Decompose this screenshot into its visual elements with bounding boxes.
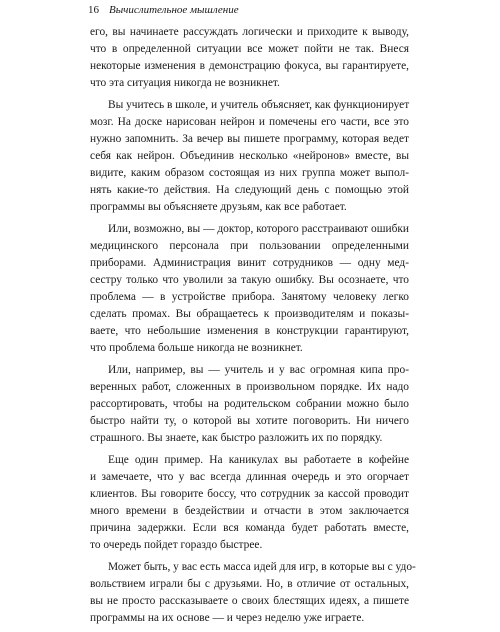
paragraph xyxy=(90,221,409,357)
running-title: Вычислительное мышление xyxy=(109,4,239,16)
text-line: мозг. На доске нарисован нейрон и помечены его части, все это xyxy=(90,116,409,128)
text-line: нять какие-то действия. На следующий день с помощью этой xyxy=(90,184,409,196)
text-line: и замечаете, что у вас всегда длинная очередь и это огорчает xyxy=(90,471,409,483)
text-line: вы не просто рассказываете о своих блестящих идеях, а пишете xyxy=(90,595,409,607)
paragraph xyxy=(90,559,416,627)
text-line: программы на их основе — и через неделю уже играете. xyxy=(90,612,365,624)
text-line: Вы учитесь в школе, и учитель объясняет, как функционирует xyxy=(108,99,410,111)
text-line: страшного. Вы знаете, как быстро разложить их по порядку. xyxy=(90,432,383,444)
text-line: некоторые изменения в демонстрацию фокуса, вы гарантируете, xyxy=(90,60,409,72)
paragraph xyxy=(90,97,409,216)
text-line: рассортировать, чтобы на родительском собрании можно было xyxy=(90,398,409,410)
text-line: веренных работ, сложенных в произвольном порядке. Их надо xyxy=(90,381,409,393)
text-line: клиентов. Вы говорите боссу, что сотрудник за кассой проводит xyxy=(90,488,409,500)
text-line: проблема — в устройстве прибора. Занятому человеку легко xyxy=(90,291,409,303)
text-line: сделать промах. Вы обращаетесь к производителям и показы- xyxy=(90,308,409,320)
text-line: Может быть, у вас есть масса идей для игр, в которые вы с удо- xyxy=(108,561,416,573)
text-line: что в определенной ситуации все может пойти не так. Внеся xyxy=(90,43,409,55)
text-line: приборами. Администрация винит сотрудников — одну мед- xyxy=(90,257,409,269)
text-line: Или, возможно, вы — доктор, которого расстраивают ошибки xyxy=(108,223,409,235)
text-line: много времени в бездействии и отчасти в этом заключается xyxy=(90,505,409,517)
text-line: медицинского персонала при пользовании определенными xyxy=(90,240,409,252)
text-line: программы вы объясняете друзьям, как все работает. xyxy=(90,201,347,213)
text-line: видите, каким образом состоящая из них группа может выпол- xyxy=(90,167,409,179)
text-line: нужно запомнить. За вечер вы пишете программу, которая ведет xyxy=(90,133,409,145)
paragraph xyxy=(90,452,409,554)
paragraph xyxy=(90,362,409,447)
running-header xyxy=(88,3,239,17)
text-line: Или, например, вы — учитель и у вас огромная кипа про- xyxy=(108,364,409,376)
text-line: его, вы начинаете рассуждать логически и приходите к выводу, xyxy=(90,26,409,38)
text-line: сестру только что уволили за такую ошибку. Вы осознаете, что xyxy=(90,274,409,286)
text-line: причина задержки. Если вся команда будет работать вместе, xyxy=(90,522,409,534)
text-line: что проблема больше никогда не возникнет. xyxy=(90,342,303,354)
text-line: Еще один пример. На каникулах вы работаете в кофейне xyxy=(108,454,409,466)
paragraph xyxy=(90,24,409,92)
text-line: ваете, что небольшие изменения в конструкции гарантируют, xyxy=(90,325,409,337)
body-text xyxy=(90,24,416,632)
text-line: то очередь пойдет гораздо быстрее. xyxy=(90,539,263,551)
text-line: что эта ситуация никогда не возникнет. xyxy=(90,77,280,89)
page-number: 16 xyxy=(88,4,99,16)
text-line: вольствием играли бы с друзьями. Но, в отличие от остальных, xyxy=(90,578,409,590)
text-line: себя как нейрон. Объединив несколько «нейронов» вместе, вы xyxy=(90,150,409,162)
text-line: быстро найти ту, о которой вы хотите поговорить. Ни ничего xyxy=(90,415,409,427)
